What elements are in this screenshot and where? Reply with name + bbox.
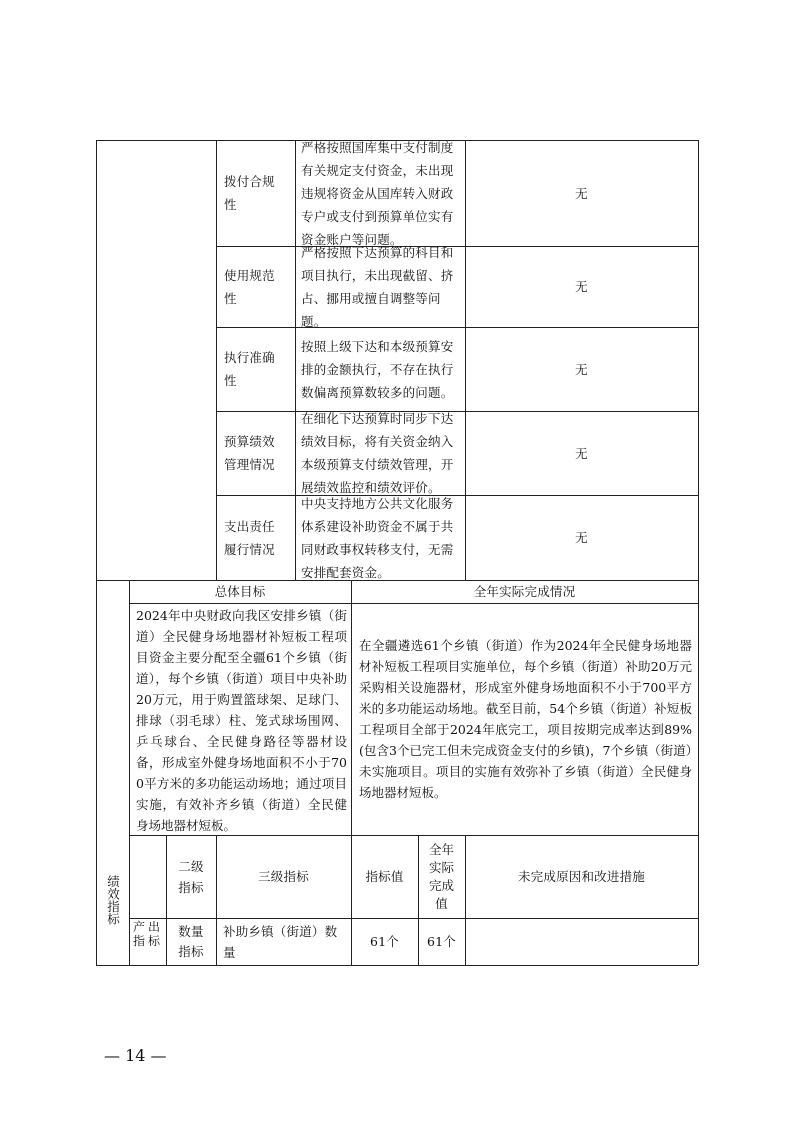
row-label <box>216 140 295 246</box>
header-level2 <box>166 835 216 918</box>
row-result <box>465 411 698 495</box>
row-result-text: 无 <box>575 445 588 461</box>
row-label-text: 使用规范性 <box>224 267 275 306</box>
row-label-text: 支出责任履行情况 <box>224 518 275 557</box>
row-result <box>465 495 698 580</box>
row-result <box>465 246 698 327</box>
row-label <box>216 495 295 580</box>
actual-cell <box>418 918 465 965</box>
level2-text: 数量指标 <box>178 923 204 959</box>
goal-left-cell <box>129 603 351 835</box>
table-border-bottom <box>96 965 698 966</box>
goal-header-left-text: 总体目标 <box>214 584 266 599</box>
row-label <box>216 246 295 327</box>
indicator-side-label-text: 绩效指标 <box>105 875 121 925</box>
row-description <box>295 411 465 495</box>
row-description-text: 中央支持地方公共文化服务体系建设补助资金不属于共同财政事权转移支付，无需安排配套资金。 <box>301 495 454 580</box>
actual-text: 61个 <box>426 934 456 949</box>
value-text: 61个 <box>369 934 399 949</box>
level3-text: 补助乡镇（街道）数量 <box>223 923 338 960</box>
indicator-side-label <box>96 835 129 965</box>
row-label-text: 拨付合规性 <box>224 174 275 212</box>
row-result <box>465 327 698 411</box>
value-cell <box>351 918 418 965</box>
reason-cell <box>465 918 698 965</box>
row-description <box>295 140 465 246</box>
row-label-text: 执行准确性 <box>224 350 275 388</box>
row-result-text: 无 <box>575 361 588 377</box>
level1-cell <box>129 918 166 965</box>
header-actual <box>418 835 465 918</box>
row-result <box>465 140 698 246</box>
goal-right-cell <box>351 603 698 835</box>
level1-text: 产出指标 <box>133 920 164 948</box>
row-result-text: 无 <box>575 279 588 294</box>
header-actual-text: 全年实际完成值 <box>428 841 454 911</box>
table-border-right <box>698 140 699 965</box>
goal-right-text: 在全疆遴选61个乡镇（街道）作为2024年全民健身场地器材补短板工程项目实施单位，每个乡镇（街道）补助20万元采购相关设施器材，形成室外健身场地面积不小于700平方米的多功能运动场地。截至目前，54个乡镇（街道）补短板工程项目全部于2024年底完工，项目按期完成率达到89%(包含3个已完工但未完成资金支付的乡镇)，7个乡镇（街道）未实施项目。项目的实施有效弥补了乡镇（街道）全民健身场地器材短板。 <box>359 638 692 800</box>
header-level2-text: 二级指标 <box>178 858 204 895</box>
goal-header-right <box>351 580 698 603</box>
row-description <box>295 327 465 411</box>
header-value-text: 指标值 <box>365 869 404 884</box>
level3-cell <box>216 918 351 965</box>
header-reason <box>465 835 698 918</box>
row-description <box>295 495 465 580</box>
level2-cell <box>166 918 216 965</box>
header-reason-text: 未完成原因和改进措施 <box>517 869 645 884</box>
row-description-text: 在细化下达预算时同步下达绩效目标，将有关资金纳入本级预算支付绩效管理，开展绩效监控和绩效评价。 <box>301 411 454 495</box>
row-label <box>216 327 295 411</box>
row-description-text: 严格按照国库集中支付制度有关规定支付资金，未出现违规将资金从国库转入财政专户或支付到预算单位实有资金账户等问题。 <box>301 139 454 247</box>
goal-header-right-text: 全年实际完成情况 <box>473 584 576 599</box>
page-number: — 14 — <box>104 1046 167 1065</box>
goal-header-left <box>129 580 351 603</box>
row-label <box>216 411 295 495</box>
row-description-text: 按照上级下达和本级预算安排的金额执行，不存在执行数偏离预算数较多的问题。 <box>301 338 454 400</box>
header-level3 <box>216 835 351 918</box>
header-level3-text: 三级指标 <box>258 869 309 884</box>
header-value <box>351 835 418 918</box>
row-result-text: 无 <box>575 530 588 545</box>
row-description <box>295 246 465 327</box>
row-description-text: 严格按照下达预算的科目和项目执行，未出现截留、挤占、挪用或擅自调整等问题。 <box>301 244 454 329</box>
row-label-text: 预算绩效管理情况 <box>224 434 275 472</box>
goal-left-text: 2024年中央财政向我区安排乡镇（街道）全民健身场地器材补短板工程项目资金主要分配至全疆61个乡镇（街道），每个乡镇（街道）项目中央补助20万元，用于购置篮球架、足球门、排球（羽毛球）柱、笼式球场围网、乒乓球台、全民健身路径等器材设备，形成室外健身场地面积不小于700平方米的多功能运动场地；通过项目实施，有效补齐乡镇（街道）全民健身场地器材短板。 <box>136 608 347 833</box>
row-result-text: 无 <box>575 185 588 201</box>
